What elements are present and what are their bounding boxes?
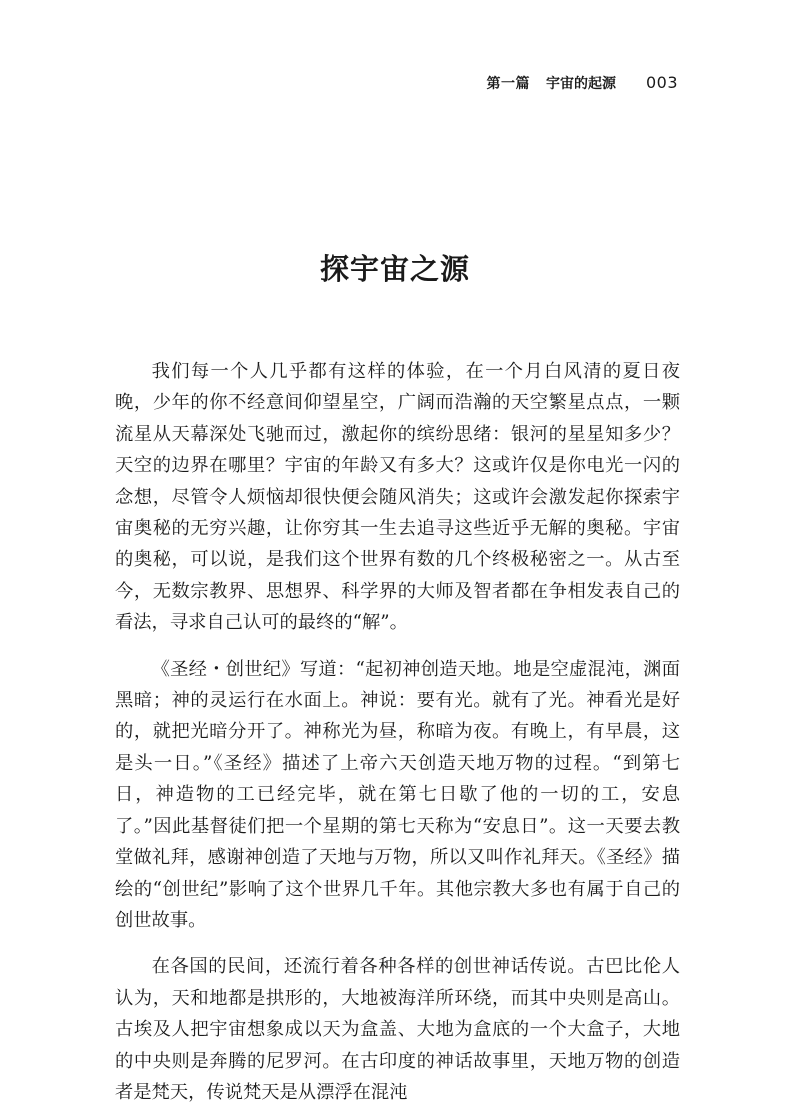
chapter-title: 探宇宙之源 xyxy=(319,252,470,287)
section-title: 宇宙的起源 xyxy=(545,76,616,92)
paragraph: 我们每一个人几乎都有这样的体验，在一个月白风清的夏日夜晚，少年的你不经意间仰望星空，广阔而浩瀚的天空繁星点点，一颗流星从天幕深处飞驰而过，激起你的缤纷思绪：银河的星星知多少？天空的边界在哪里？宇宙的年龄又有多大？这或许仅是你电光一闪的念想，尽管令人烦恼却很快便会随风消失；这或许会激发起你探索宇宙奥秘的无穷兴趣，让你穷其一生去追寻这些近乎无解的奥秘。宇宙的奥秘，可以说，是我们这个世界有数的几个终极秘密之一。从古至今，无数宗教界、思想界、科学界的大师及智者都在争相发表自己的看法，寻求自己认可的最终的“解”。 xyxy=(115,361,680,634)
body-text xyxy=(115,356,680,1108)
paragraph: 在各国的民间，还流行着各种各样的创世神话传说。古巴比伦人认为，天和地都是拱形的，大地被海洋所环绕，而其中央则是高山。古埃及人把宇宙想象成以天为盒盖、大地为盒底的一个大盒子，大地的中央则是奔腾的尼罗河。在古印度的神话故事里，天地万物的创造者是梵天，传说梵天是从漂浮在混沌 xyxy=(115,956,680,1103)
running-header xyxy=(486,73,678,93)
page-number: 003 xyxy=(645,73,678,92)
part-label: 第一篇 xyxy=(486,76,530,92)
paragraph: 《圣经・创世纪》写道：“起初神创造天地。地是空虚混沌，渊面黑暗；神的灵运行在水面上。神说：要有光。就有了光。神看光是好的，就把光暗分开了。神称光为昼，称暗为夜。有晚上，有早晨，这是头一日。”《圣经》描述了上帝六天创造天地万物的过程。“到第七日，神造物的工已经完毕，就在第七日歇了他的一切的工，安息了。”因此基督徒们把一个星期的第七天称为“安息日”。这一天要去教堂做礼拜，感谢神创造了天地与万物，所以又叫作礼拜天。《圣经》描绘的“创世纪”影响了这个世界几千年。其他宗教大多也有属于自己的创世故事。 xyxy=(115,658,680,931)
